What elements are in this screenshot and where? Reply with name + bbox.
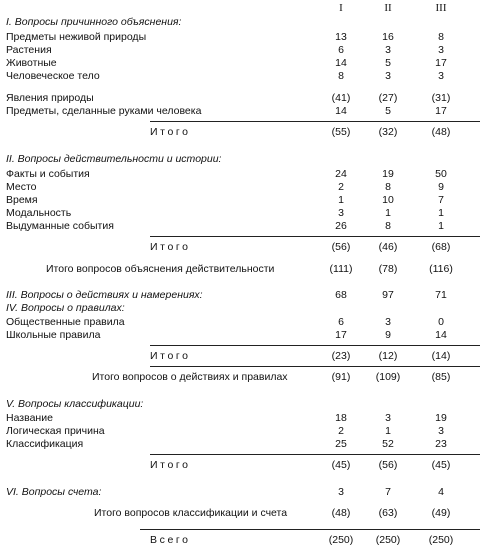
cell-col-2: (56) bbox=[378, 459, 398, 471]
cell-col-3: (250) bbox=[428, 534, 454, 546]
table-row-s1-r6 bbox=[0, 105, 480, 118]
cell-col-3: 3 bbox=[438, 44, 444, 56]
cell-col-1: (41) bbox=[331, 92, 351, 104]
table-row-s1-r1 bbox=[0, 31, 480, 44]
cell-col-2: 3 bbox=[385, 412, 391, 424]
cell-col-1: (250) bbox=[328, 534, 354, 546]
row-label: I. Вопросы причинного объяснения: bbox=[6, 16, 182, 28]
cell-col-3: 4 bbox=[438, 486, 444, 498]
cell-col-1: 1 bbox=[338, 194, 344, 206]
cell-col-2: 3 bbox=[385, 70, 391, 82]
table-row-s1-r4 bbox=[0, 70, 480, 83]
row-label: Предметы неживой природы bbox=[6, 31, 147, 43]
cell-col-1: 6 bbox=[338, 316, 344, 328]
table-row-s5-r3 bbox=[0, 438, 480, 451]
cell-col-1: 2 bbox=[338, 181, 344, 193]
cell-col-3: 9 bbox=[438, 181, 444, 193]
row-label: Итого bbox=[150, 241, 191, 253]
table-row-grand-total bbox=[0, 534, 480, 547]
cell-col-2: 3 bbox=[385, 44, 391, 56]
cell-col-1: 26 bbox=[335, 220, 347, 232]
cell-col-3: 3 bbox=[438, 70, 444, 82]
table-row-s2-r1 bbox=[0, 168, 480, 181]
table-row-s5-title bbox=[0, 398, 480, 411]
cell-col-2: (63) bbox=[378, 507, 398, 519]
cell-col-2: (78) bbox=[378, 263, 398, 275]
cell-col-2: 5 bbox=[385, 57, 391, 69]
row-label: Итого bbox=[150, 459, 191, 471]
row-label: VI. Вопросы счета: bbox=[6, 486, 102, 498]
table-row-s5-r2 bbox=[0, 425, 480, 438]
row-label: Итого вопросов о действиях и правилах bbox=[92, 371, 288, 383]
cell-col-1: 14 bbox=[335, 57, 347, 69]
cell-col-2: (109) bbox=[375, 371, 401, 383]
row-label: Название bbox=[6, 412, 53, 424]
cell-col-2: 16 bbox=[382, 31, 394, 43]
cell-col-2: (27) bbox=[378, 92, 398, 104]
row-label: Человеческое тело bbox=[6, 70, 100, 82]
table-row-s2-title bbox=[0, 153, 480, 166]
cell-col-2: 1 bbox=[385, 207, 391, 219]
cell-col-1: 13 bbox=[335, 31, 347, 43]
table-row-s4-sum bbox=[0, 371, 480, 384]
table-row-s2-r3 bbox=[0, 194, 480, 207]
table-row-s2-r5 bbox=[0, 220, 480, 233]
row-label: Итого вопросов классификации и счета bbox=[94, 507, 288, 519]
table-row-s4-title bbox=[0, 302, 480, 315]
cell-col-1: 25 bbox=[335, 438, 347, 450]
cell-col-2: 8 bbox=[385, 220, 391, 232]
cell-col-1: (111) bbox=[329, 263, 353, 275]
row-label: Место bbox=[6, 181, 37, 193]
row-label: IV. Вопросы о правилах: bbox=[6, 302, 125, 314]
cell-col-2: 19 bbox=[382, 168, 394, 180]
column-header-1: I bbox=[339, 2, 343, 14]
cell-col-3: 3 bbox=[438, 425, 444, 437]
row-label: Предметы, сделанные руками человека bbox=[6, 105, 202, 117]
cell-col-3: 71 bbox=[435, 289, 447, 301]
row-label: III. Вопросы о действиях и намерениях: bbox=[6, 289, 203, 301]
row-label: V. Вопросы классификации: bbox=[6, 398, 144, 410]
cell-col-1: (56) bbox=[331, 241, 351, 253]
table-row-s5-r1 bbox=[0, 412, 480, 425]
cell-col-1: 2 bbox=[338, 425, 344, 437]
cell-col-3: 17 bbox=[435, 57, 447, 69]
cell-col-3: (85) bbox=[431, 371, 451, 383]
table-row-s1-r3 bbox=[0, 57, 480, 70]
cell-col-3: 1 bbox=[438, 220, 444, 232]
row-label: Выдуманные события bbox=[6, 220, 114, 232]
row-label: Всего bbox=[150, 534, 191, 546]
cell-col-1: 8 bbox=[338, 70, 344, 82]
cell-col-1: (55) bbox=[331, 126, 351, 138]
divider-line bbox=[150, 236, 480, 237]
row-label: Классификация bbox=[6, 438, 84, 450]
column-header-3: III bbox=[435, 2, 447, 14]
row-label: Итого bbox=[150, 350, 191, 362]
table-row-s1-r2 bbox=[0, 44, 480, 57]
divider-line bbox=[150, 121, 480, 122]
table-row-s4-r2 bbox=[0, 329, 480, 342]
cell-col-1: 14 bbox=[335, 105, 347, 117]
cell-col-1: (23) bbox=[331, 350, 351, 362]
cell-col-1: 68 bbox=[335, 289, 347, 301]
cell-col-2: 5 bbox=[385, 105, 391, 117]
cell-col-3: (14) bbox=[431, 350, 451, 362]
cell-col-2: 10 bbox=[382, 194, 394, 206]
cell-col-3: (49) bbox=[431, 507, 451, 519]
cell-col-3: (116) bbox=[429, 263, 453, 275]
cell-col-1: (45) bbox=[331, 459, 351, 471]
cell-col-2: 52 bbox=[382, 438, 394, 450]
table-row-s4-r1 bbox=[0, 316, 480, 329]
cell-col-3: 50 bbox=[435, 168, 447, 180]
cell-col-2: (12) bbox=[378, 350, 398, 362]
table-row-s1-r5 bbox=[0, 92, 480, 105]
row-label: Время bbox=[6, 194, 38, 206]
cell-col-1: 24 bbox=[335, 168, 347, 180]
row-label: Общественные правила bbox=[6, 316, 125, 328]
cell-col-1: 17 bbox=[335, 329, 347, 341]
table-row-s6-sum bbox=[0, 507, 480, 520]
table-row-s4-total bbox=[0, 350, 480, 363]
table-row-s1-total bbox=[0, 126, 480, 139]
divider-line bbox=[150, 454, 480, 455]
cell-col-3: 19 bbox=[435, 412, 447, 424]
table-row-s2-r2 bbox=[0, 181, 480, 194]
cell-col-1: 3 bbox=[338, 486, 344, 498]
cell-col-1: 3 bbox=[338, 207, 344, 219]
cell-col-3: 17 bbox=[435, 105, 447, 117]
cell-col-3: (48) bbox=[431, 126, 451, 138]
cell-col-3: 8 bbox=[438, 31, 444, 43]
row-label: Животные bbox=[6, 57, 57, 69]
cell-col-2: 7 bbox=[385, 486, 391, 498]
row-label: II. Вопросы действительности и истории: bbox=[6, 153, 222, 165]
table-row-s1-title bbox=[0, 16, 480, 29]
cell-col-2: (32) bbox=[378, 126, 398, 138]
cell-col-3: 1 bbox=[438, 207, 444, 219]
divider-line bbox=[140, 529, 480, 530]
row-label: Логическая причина bbox=[6, 425, 105, 437]
cell-col-1: (91) bbox=[331, 371, 351, 383]
table-row-s2-sum bbox=[0, 263, 480, 276]
cell-col-2: (250) bbox=[375, 534, 401, 546]
row-label: Растения bbox=[6, 44, 52, 56]
cell-col-1: 6 bbox=[338, 44, 344, 56]
cell-col-3: (31) bbox=[431, 92, 451, 104]
row-label: Школьные правила bbox=[6, 329, 101, 341]
table-row-s3-title bbox=[0, 289, 480, 302]
cell-col-3: 14 bbox=[435, 329, 447, 341]
cell-col-2: 97 bbox=[382, 289, 394, 301]
cell-col-2: 9 bbox=[385, 329, 391, 341]
cell-col-2: (46) bbox=[378, 241, 398, 253]
cell-col-2: 1 bbox=[385, 425, 391, 437]
row-label: Итого bbox=[150, 126, 191, 138]
cell-col-3: (68) bbox=[431, 241, 451, 253]
cell-col-3: 0 bbox=[438, 316, 444, 328]
row-label: Итого вопросов объяснения действительности bbox=[46, 263, 275, 275]
cell-col-2: 8 bbox=[385, 181, 391, 193]
cell-col-2: 3 bbox=[385, 316, 391, 328]
row-label: Явления природы bbox=[6, 92, 94, 104]
table-row-s2-r4 bbox=[0, 207, 480, 220]
divider-line bbox=[150, 366, 480, 367]
cell-col-1: 18 bbox=[335, 412, 347, 424]
table-row-s5-total bbox=[0, 459, 480, 472]
table-row-s2-total bbox=[0, 241, 480, 254]
row-label: Факты и события bbox=[6, 168, 90, 180]
column-header-2: II bbox=[384, 2, 392, 14]
cell-col-3: 7 bbox=[438, 194, 444, 206]
cell-col-3: (45) bbox=[431, 459, 451, 471]
table-row-s6-title bbox=[0, 486, 480, 499]
row-label: Модальность bbox=[6, 207, 72, 219]
cell-col-1: (48) bbox=[331, 507, 351, 519]
divider-line bbox=[150, 345, 480, 346]
cell-col-3: 23 bbox=[435, 438, 447, 450]
